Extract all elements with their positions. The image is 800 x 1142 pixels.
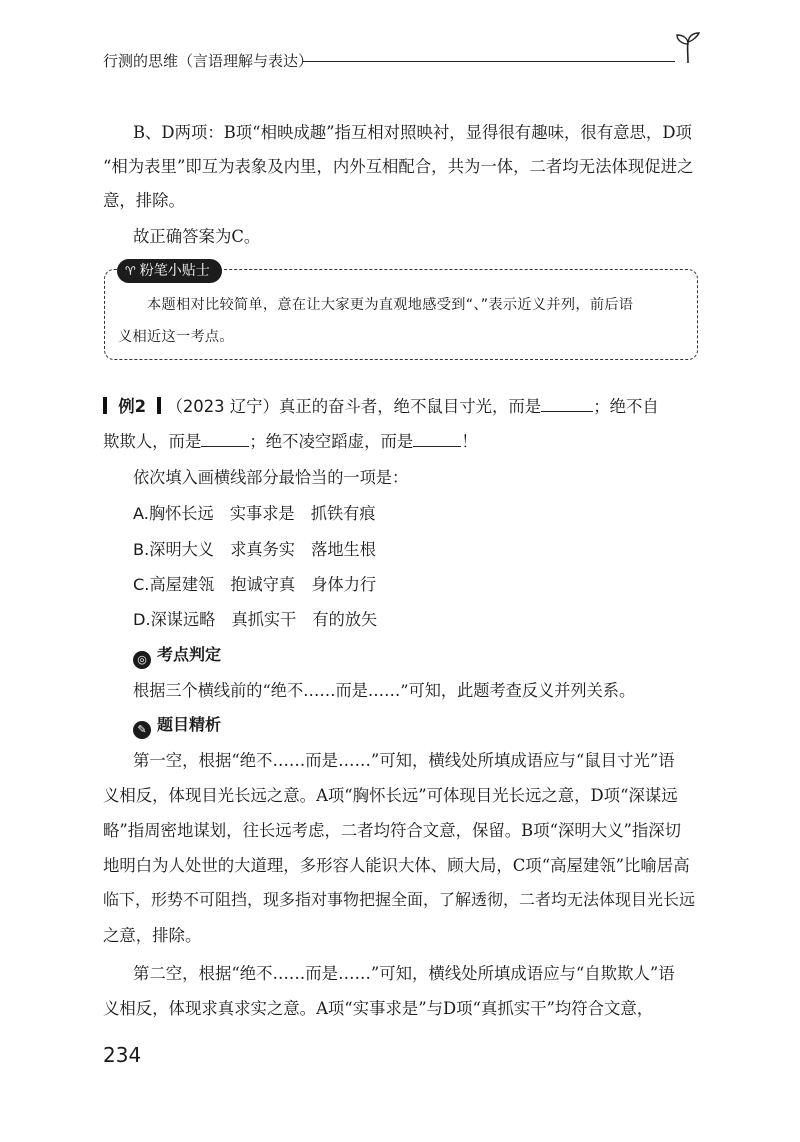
blank-3	[413, 432, 461, 447]
option-text: 胸怀长远 实事求是 抓铁有痕	[148, 504, 376, 523]
example-mark-left	[103, 397, 107, 414]
tip-line-2: 义相近这一考点。	[118, 329, 234, 345]
intro-line-3: 意，排除。	[103, 191, 185, 210]
option-text: 高屋建瓴 抱诚守真 身体力行	[149, 575, 377, 594]
analysis-p1-line: 第一空，根据“绝不……而是……”可知，横线处所填成语应与“鼠目寸光”语	[133, 751, 675, 770]
intro-line-2: “相为表里”即互为表象及内里，内外互相配合，共为一体，二者均无法体现促进之	[103, 157, 694, 176]
tip-line-1: 本题相对比较简单，意在让大家更为直观地感受到“、”表示近义并列，前后语	[147, 297, 634, 313]
example-stem-part5: ！	[461, 432, 478, 451]
intro-line-1: B、D两项：B项“相映成趣”指互相对照映衬，显得很有趣味，很有意思，D项	[133, 123, 692, 142]
point-text: 根据三个横线前的“绝不……而是……”可知，此题考查反义并列关系。	[133, 681, 636, 700]
example-label: 例2	[118, 397, 147, 416]
option-letter: C.	[133, 575, 150, 594]
analysis-p1-line: 地明白为人处世的大道理，多形容人能识大体、顾大局，C项“高屋建瓴”比喻居高	[103, 856, 690, 875]
example-question: 依次填入画横线部分最恰当的一项是：	[133, 468, 409, 487]
example-stem-part1: （2023 辽宁）真正的奋斗者，绝不鼠目寸光，而是	[166, 397, 542, 416]
example-stem-part3: 欺欺人，而是	[103, 432, 202, 451]
analysis-heading	[133, 712, 221, 739]
point-title: 考点判定	[157, 645, 222, 664]
tip-label	[117, 259, 222, 283]
option-b	[133, 536, 376, 560]
option-text: 深明大义 求真务实 落地生根	[149, 540, 376, 559]
pen-icon: ✎	[133, 721, 151, 739]
page-number: 234	[103, 1043, 142, 1067]
analysis-p1-line: 临下，形势不可阻挡，现多指对事物把握全面，了解透彻，二者均无法体现目光长远	[103, 890, 696, 909]
sprout-small-icon: ♈	[125, 264, 136, 278]
analysis-p2-line: 第二空，根据“绝不……而是……”可知，横线处所填成语应与“自欺欺人”语	[133, 964, 675, 983]
sprout-icon	[672, 30, 704, 64]
blank-2	[201, 432, 249, 447]
example-stem-line-1	[103, 393, 659, 417]
tip-label-text: 粉笔小贴士	[139, 263, 210, 279]
option-letter: A.	[133, 504, 149, 523]
option-text: 深谋远略 真抓实干 有的放矢	[150, 610, 378, 629]
option-a	[133, 500, 376, 524]
running-header-title: 行测的思维（言语理解与表达）	[103, 52, 314, 70]
option-c	[133, 571, 376, 595]
analysis-p1-line: 义相反，体现目光长远之意。A项“胸怀长远”可体现目光长远之意，D项“深谋远	[103, 786, 678, 805]
target-icon: ◎	[133, 651, 151, 669]
answer-line: 故正确答案为C。	[133, 227, 261, 246]
analysis-p1-line: 之意，排除。	[103, 926, 202, 945]
header-rule	[303, 61, 675, 62]
analysis-title: 题目精析	[157, 715, 222, 734]
option-letter: D.	[133, 610, 151, 629]
tip-text	[118, 289, 678, 353]
blank-1	[541, 397, 593, 412]
example-mark-right	[157, 397, 161, 414]
example-stem-line-2	[103, 428, 478, 452]
point-heading	[133, 642, 221, 669]
example-stem-part2: ；绝不自	[593, 397, 659, 416]
analysis-p1-line: 略”指周密地谋划，往长远考虑，二者均符合文意，保留。B项“深明大义”指深切	[103, 821, 682, 840]
option-letter: B.	[133, 540, 150, 559]
example-stem-part4: ；绝不凌空蹈虚，而是	[249, 432, 414, 451]
analysis-p2-line: 义相反，体现求真求实之意。A项“实事求是”与D项“真抓实干”均符合文意，	[103, 999, 654, 1018]
option-d	[133, 606, 377, 630]
